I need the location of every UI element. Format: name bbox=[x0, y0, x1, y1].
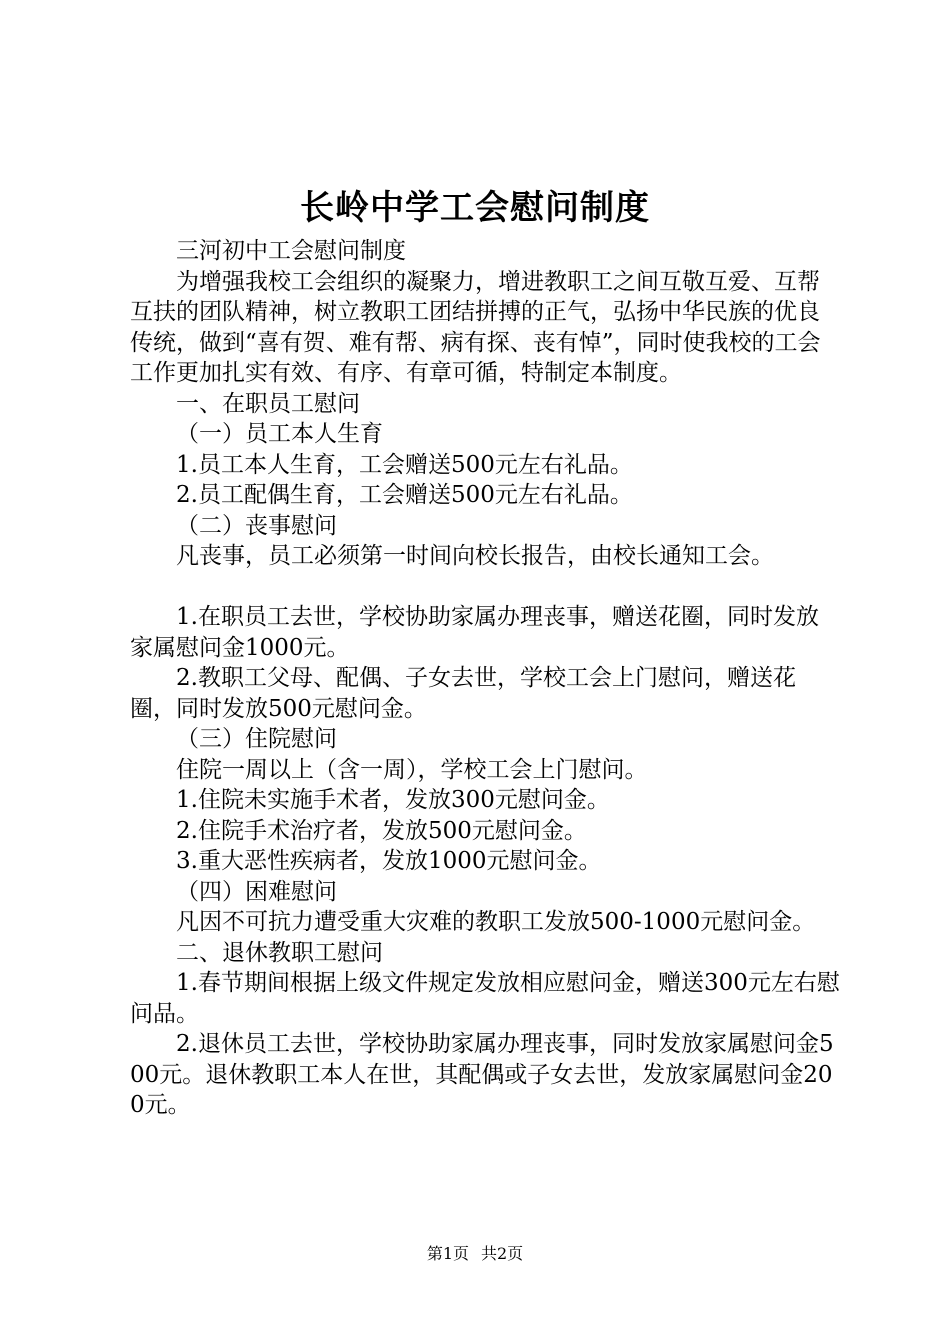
list-item: 1.住院未实施手术者，发放300元慰问金。 bbox=[176, 787, 610, 813]
paragraph-gap bbox=[130, 572, 840, 603]
document-body bbox=[130, 236, 840, 1121]
list-item: 2.住院手术治疗者，发放500元慰问金。 bbox=[176, 817, 587, 844]
page-footer bbox=[0, 1242, 950, 1266]
subsection-heading-2: （二）丧事慰问 bbox=[176, 512, 337, 539]
list-item: 2.员工配偶生育，工会赠送500元左右礼品。 bbox=[176, 482, 633, 508]
body-paragraph: 住院一周以上（含一周），学校工会上门慰问。 bbox=[176, 756, 648, 783]
list-item: 1.春节期间根据上级文件规定发放相应慰问金，赠送300元左右慰问品。 bbox=[130, 970, 840, 1027]
list-item: 3.重大恶性疾病者，发放1000元慰问金。 bbox=[176, 848, 602, 874]
section-heading-2: 二、退休教职工慰问 bbox=[176, 939, 383, 966]
subsection-heading-1: （一）员工本人生育 bbox=[176, 421, 383, 447]
list-item: 2.退休员工去世，学校协助家属办理丧事，同时发放家属慰问金500元。退休教职工本人在世，其配偶或子女去世，发放家属慰问金200元。 bbox=[130, 1031, 834, 1118]
list-item: 1.员工本人生育，工会赠送500元左右礼品。 bbox=[176, 451, 633, 478]
page-number-total: 共2页 bbox=[481, 1244, 524, 1263]
subsection-heading-3: （三）住院慰问 bbox=[176, 726, 337, 752]
section-heading-1: 一、在职员工慰问 bbox=[176, 390, 360, 417]
list-item: 2.教职工父母、配偶、子女去世，学校工会上门慰问，赠送花圈，同时发放500元慰问金。 bbox=[130, 665, 796, 722]
page-title: 长岭中学工会慰问制度 bbox=[300, 188, 650, 228]
body-paragraph: 凡丧事，员工必须第一时间向校长报告，由校长通知工会。 bbox=[176, 543, 774, 569]
list-item: 1.在职员工去世，学校协助家属办理丧事，赠送花圈，同时发放家属慰问金1000元。 bbox=[130, 604, 819, 661]
page-number-current: 第1页 bbox=[426, 1244, 469, 1263]
subtitle-paragraph: 三河初中工会慰问制度 bbox=[176, 238, 406, 264]
body-paragraph: 凡因不可抗力遭受重大灾难的教职工发放500-1000元慰问金。 bbox=[176, 909, 816, 935]
subsection-heading-4: （四）困难慰问 bbox=[176, 878, 337, 905]
intro-paragraph: 为增强我校工会组织的凝聚力，增进教职工之间互敬互爱、互帮互扶的团队精神，树立教职工团结拼搏的正气，弘扬中华民族的优良传统，做到“喜有贺、难有帮、病有探、丧有悼”，同时使我校的工会工作更加扎实有效、有序、有章可循，特制定本制度。 bbox=[130, 268, 821, 386]
